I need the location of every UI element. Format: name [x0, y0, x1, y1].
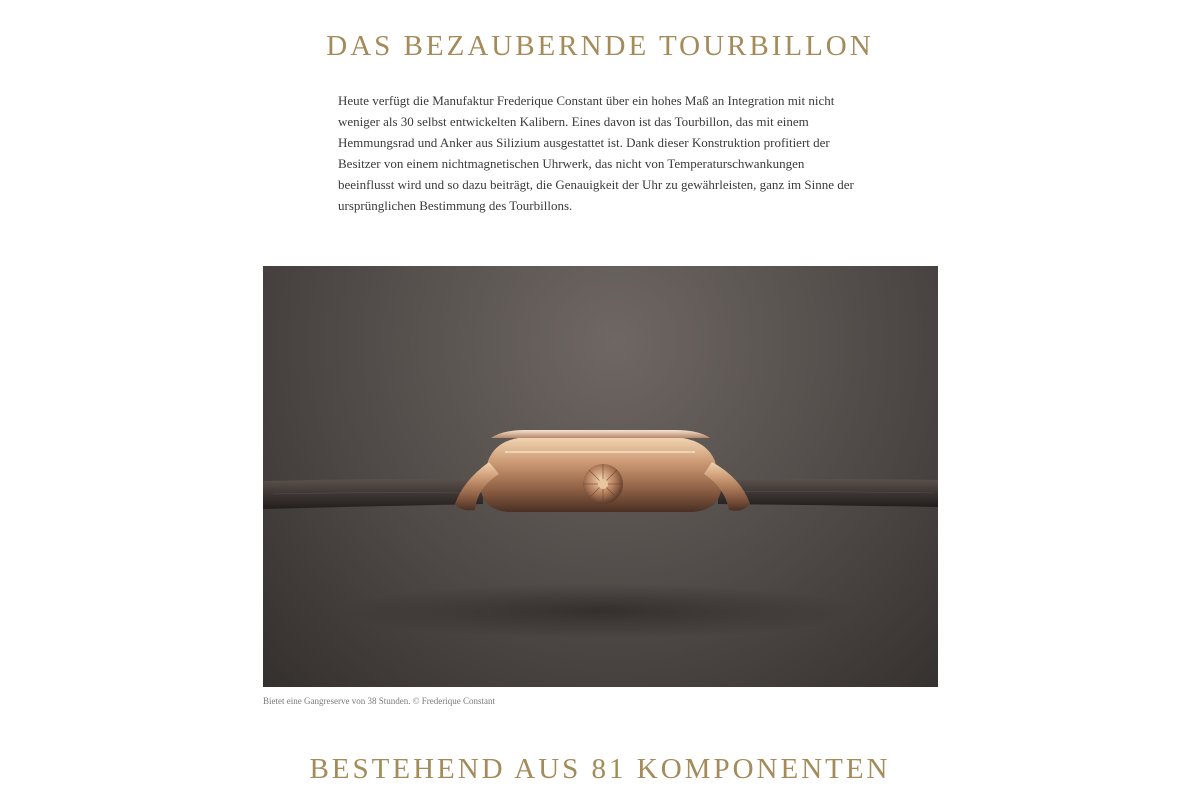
photo-caption: Bietet eine Gangreserve von 38 Stunden. © Frederique Constant [263, 696, 496, 706]
watch-photo [263, 266, 938, 687]
section-title-tourbillon: DAS BEZAUBERNDE TOURBILLON [326, 30, 874, 62]
section-title-components: BESTEHEND AUS 81 KOMPONENTEN [309, 753, 891, 785]
article-paragraph: Heute verfügt die Manufaktur Frederique Constant über ein hohes Maß an Integration mit nicht weniger als 30 selbst entwickelten Kalibern. Eines davon ist das Tourbillon, das mit einem Hemmungsrad und Anker aus Silizium ausgestattet ist. Dank dieser Konstruktion profitiert der Besitzer von einem nichtmagnetischen Uhrwerk, das nicht von Temperaturschwankungen beeinflusst wird und so dazu beiträgt, die Genauigkeit der Uhr zu gewährleisten, ganz im Sinne der ursprünglichen Bestimmung des Tourbillons. [338, 93, 854, 213]
watch-side-view-illustration [263, 266, 938, 687]
